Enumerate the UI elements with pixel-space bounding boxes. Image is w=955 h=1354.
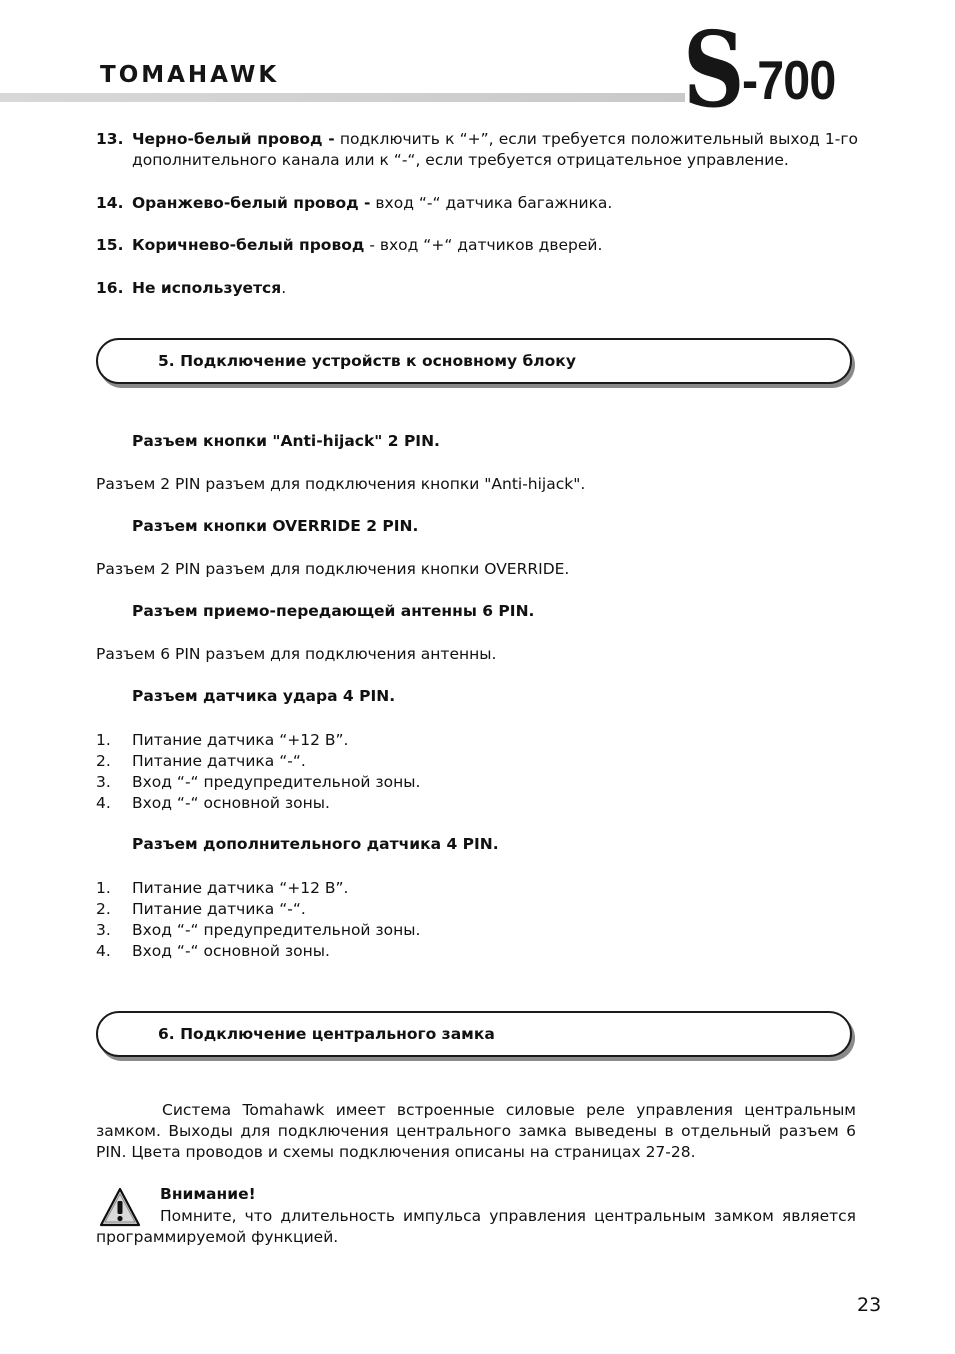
wire-number: 16. <box>96 279 124 297</box>
model-logo-s: S <box>683 8 745 131</box>
central-lock-paragraph: Система Tomahawk имеет встроенные силовые реле управления центральным замком. Выходы для подключения центрального замка выведены в отдельный разъем 6 PIN. Цвета проводов и схемы подключения описаны на страницах 27-28. <box>96 1101 856 1161</box>
wire-title: Не используется <box>132 279 282 297</box>
list-item-number: 3. <box>96 921 111 939</box>
wire-number: 13. <box>96 130 124 148</box>
connector-heading-antenna: Разъем приемо-передающей антенны 6 PIN. <box>132 602 535 620</box>
wire-text: . <box>281 279 287 297</box>
list-item: Питание датчика “+12 В”. <box>132 879 349 897</box>
wire-text: подключить к “+”, если требуется положительный выход 1-го дополнительного канала или к “-“, если требуется отрицательное управление. <box>132 130 858 169</box>
list-item: Питание датчика “-“. <box>132 900 306 918</box>
list-item: Вход “-“ основной зоны. <box>132 942 330 960</box>
section-6-header <box>96 1011 852 1057</box>
warning-text: Помните, что длительность импульса управления центральным замком является программируемой функцией. <box>96 1207 856 1246</box>
brand-logo: TOMAHAWK <box>100 62 280 88</box>
wire-title: Коричнево-белый провод <box>132 236 365 254</box>
aux-sensor-list <box>0 878 955 968</box>
list-item-number: 4. <box>96 942 111 960</box>
wire-text: - вход “+“ датчиков дверей. <box>364 236 603 254</box>
model-logo-number: -700 <box>742 49 836 111</box>
connector-heading-override: Разъем кнопки OVERRIDE 2 PIN. <box>132 517 419 535</box>
wire-item-13 <box>0 129 955 169</box>
list-item-number: 2. <box>96 900 111 918</box>
page-number: 23 <box>857 1294 882 1316</box>
wire-number: 15. <box>96 236 124 254</box>
section-6-title: 6. Подключение центрального замка <box>158 1025 495 1043</box>
wire-description <box>132 278 858 299</box>
connector-desc-anti-hijack: Разъем 2 PIN разъем для подключения кнопки "Anti-hijack". <box>96 475 586 493</box>
list-item: Вход “-“ предупредительной зоны. <box>132 921 421 939</box>
shock-sensor-list <box>0 730 955 820</box>
wire-number: 14. <box>96 194 124 212</box>
wire-title: Черно-белый провод - <box>132 130 335 148</box>
wire-description <box>132 235 858 256</box>
section-5-title: 5. Подключение устройств к основному блоку <box>158 352 576 370</box>
wire-description <box>132 193 858 214</box>
list-item: Вход “-“ предупредительной зоны. <box>132 773 421 791</box>
wire-description <box>132 129 858 171</box>
wire-item-15 <box>0 235 955 257</box>
header-bar <box>0 93 685 102</box>
list-item-number: 3. <box>96 773 111 791</box>
list-item-number: 2. <box>96 752 111 770</box>
aux-sensor-heading: Разъем дополнительного датчика 4 PIN. <box>132 835 499 853</box>
list-item: Питание датчика “+12 В”. <box>132 731 349 749</box>
shock-sensor-heading: Разъем датчика удара 4 PIN. <box>132 687 396 705</box>
connector-heading-anti-hijack: Разъем кнопки "Anti-hijack" 2 PIN. <box>132 432 440 450</box>
warning-title: Внимание! <box>160 1185 256 1203</box>
wire-item-16 <box>0 278 955 300</box>
list-item-number: 4. <box>96 794 111 812</box>
wire-title: Оранжево-белый провод - <box>132 194 371 212</box>
wire-item-14 <box>0 193 955 215</box>
list-item-number: 1. <box>96 731 111 749</box>
list-item: Питание датчика “-“. <box>132 752 306 770</box>
connector-desc-antenna: Разъем 6 PIN разъем для подключения антенны. <box>96 645 497 663</box>
list-item: Вход “-“ основной зоны. <box>132 794 330 812</box>
list-item-number: 1. <box>96 879 111 897</box>
section-5-header <box>96 338 852 384</box>
wire-text: вход “-“ датчика багажника. <box>370 194 613 212</box>
connector-desc-override: Разъем 2 PIN разъем для подключения кнопки OVERRIDE. <box>96 560 570 578</box>
